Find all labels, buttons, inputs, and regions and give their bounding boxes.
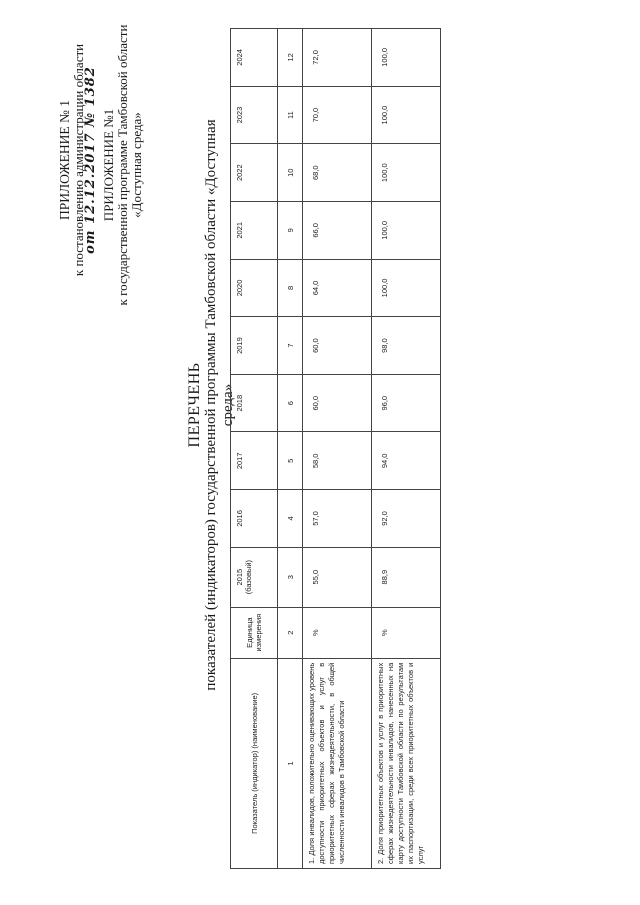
column-header: Показатель (индикатор) (наименование) <box>231 658 278 868</box>
indicator-value: 64,0 <box>303 259 372 317</box>
indicator-value: 70,0 <box>303 86 372 144</box>
column-header: 2018 <box>231 374 278 432</box>
indicator-value: 88,9 <box>372 547 441 607</box>
indicator-value: 55,0 <box>303 547 372 607</box>
indicator-value: 94,0 <box>372 432 441 490</box>
indicator-value: 57,0 <box>303 490 372 548</box>
indicator-value: 58,0 <box>303 432 372 490</box>
column-number: 6 <box>278 374 303 432</box>
document-subtitle: показателей (индикаторов) государственной программы Тамбовской области «Доступная среда» <box>203 119 236 691</box>
indicator-value: 100,0 <box>372 259 441 317</box>
indicator-value: 100,0 <box>372 202 441 260</box>
column-header: 2017 <box>231 432 278 490</box>
column-number: 10 <box>278 144 303 202</box>
column-header: Единица измерения <box>231 607 278 658</box>
table-row <box>372 29 441 869</box>
indicator-value: 68,0 <box>303 144 372 202</box>
column-number: 12 <box>278 29 303 87</box>
column-number: 8 <box>278 259 303 317</box>
appendix-header <box>58 25 97 295</box>
column-header: 2019 <box>231 317 278 375</box>
indicator-value: 96,0 <box>372 374 441 432</box>
indicator-unit: % <box>372 607 441 658</box>
indicator-name: 1. Доля инвалидов, положительно оценивающих уровень доступности приоритетных объектов и услуг в приоритетных сферах жизнедеятельности, в общей численности инвалидов в Тамбовской области <box>303 658 372 868</box>
column-number: 11 <box>278 86 303 144</box>
program-name: «Доступная среда» <box>129 112 144 218</box>
column-number: 7 <box>278 317 303 375</box>
column-number: 4 <box>278 490 303 548</box>
column-header: 2024 <box>231 29 278 87</box>
indicator-value: 72,0 <box>303 29 372 87</box>
table-row <box>303 29 372 869</box>
document-title: ПЕРЕЧЕНЬ <box>186 362 203 448</box>
indicator-value: 100,0 <box>372 86 441 144</box>
program-appendix-title: ПРИЛОЖЕНИЕ №1 <box>101 108 116 222</box>
indicator-value: 98,0 <box>372 317 441 375</box>
indicator-value: 100,0 <box>372 144 441 202</box>
indicator-unit: % <box>303 607 372 658</box>
column-header: 2015 (базовый) <box>231 547 278 607</box>
column-number: 1 <box>278 658 303 868</box>
column-number: 5 <box>278 432 303 490</box>
indicator-value: 100,0 <box>372 29 441 87</box>
appendix-basis: к постановлению администрации области <box>71 43 86 277</box>
indicator-table <box>230 28 441 869</box>
column-header: 2022 <box>231 144 278 202</box>
appendix-date-number: от 12.12.2017 № 1382 <box>83 66 98 254</box>
column-number: 2 <box>278 607 303 658</box>
appendix-title: ПРИЛОЖЕНИЕ № 1 <box>57 99 72 221</box>
program-appendix-header <box>102 15 144 315</box>
column-number-row <box>278 29 303 869</box>
indicator-value: 60,0 <box>303 317 372 375</box>
column-header: 2023 <box>231 86 278 144</box>
indicator-name: 2. Доля приоритетных объектов и услуг в приоритетных сферах жизнедеятельности инвалидов, нанесенных на карту доступности Тамбовской области по результатам их паспортизации, среди всех приоритетных объектов и услуг <box>372 658 441 868</box>
indicator-value: 60,0 <box>303 374 372 432</box>
column-header: 2021 <box>231 202 278 260</box>
column-header: 2020 <box>231 259 278 317</box>
indicator-value: 66,0 <box>303 202 372 260</box>
program-appendix-basis: к государственной программе Тамбовской области <box>115 24 130 306</box>
column-number: 9 <box>278 202 303 260</box>
column-number: 3 <box>278 547 303 607</box>
column-header: 2016 <box>231 490 278 548</box>
indicator-value: 92,0 <box>372 490 441 548</box>
table-header-row <box>231 29 278 869</box>
